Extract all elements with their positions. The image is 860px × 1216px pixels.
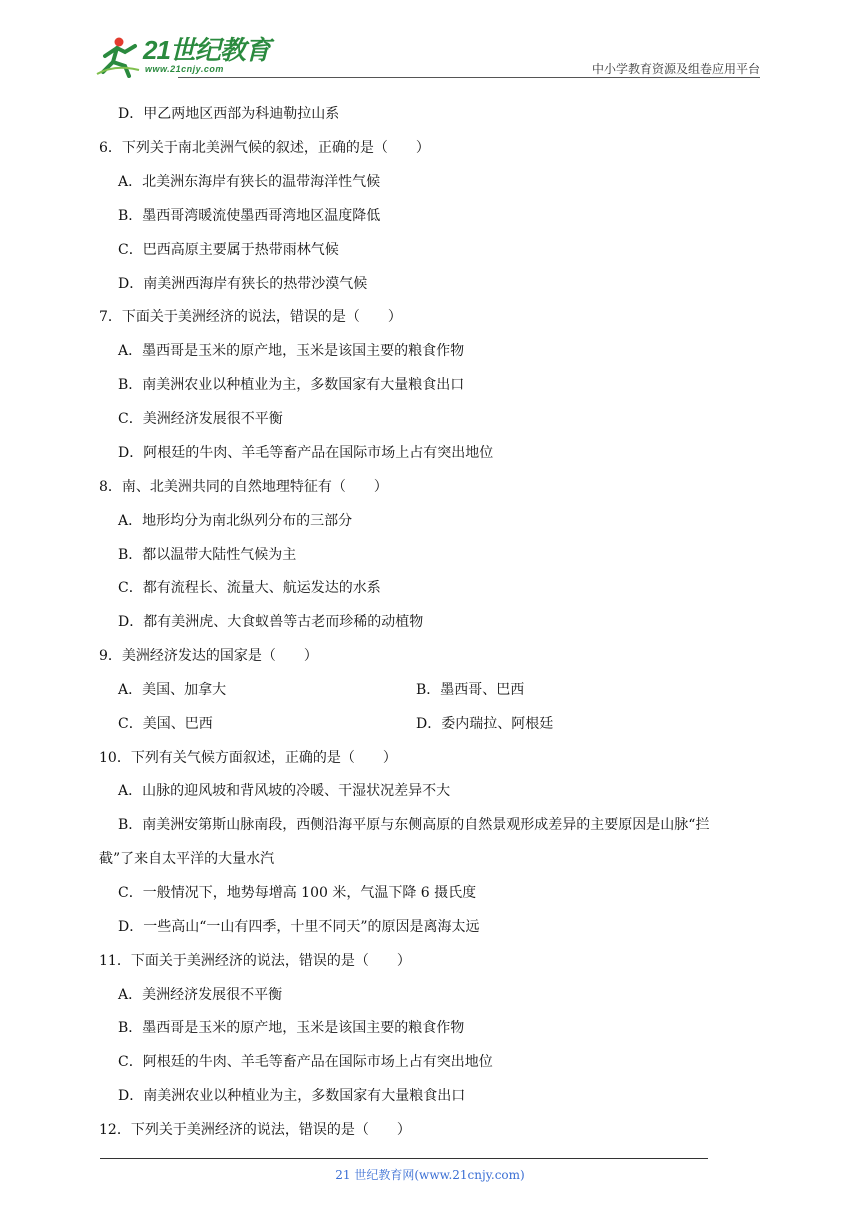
question-11-option-b: B．墨西哥是玉米的原产地，玉米是该国主要的粮食作物 [118,1020,465,1036]
question-6-option-d: D．南美洲西海岸有狭长的热带沙漠气候 [118,276,368,292]
question-11-option-a: A．美洲经济发展很不平衡 [118,987,283,1003]
question-11-stem: 11．下面关于美洲经济的说法，错误的是（ ） [99,953,411,969]
question-8-option-c: C．都有流程长、流量大、航运发达的水系 [118,580,381,596]
header-divider [178,77,760,78]
question-12-stem: 12．下列关于美洲经济的说法，错误的是（ ） [99,1122,411,1138]
question-11-option-d: D．南美洲农业以种植业为主，多数国家有大量粮食出口 [118,1088,466,1104]
question-7-option-d: D．阿根廷的牛肉、羊毛等畜产品在国际市场上占有突出地位 [118,445,494,461]
footer-link[interactable]: 21 世纪教育网(www.21cnjy.com) [335,1168,525,1182]
question-9-option-c: C．美国、巴西 [118,716,213,732]
question-8-stem: 8．南、北美洲共同的自然地理特征有（ ） [99,479,388,495]
running-figure-logo-icon [95,34,141,78]
question-9-option-a: A．美国、加拿大 [118,682,227,698]
question-7-stem: 7．下面关于美洲经济的说法，错误的是（ ） [99,309,402,325]
question-7-option-b: B．南美洲农业以种植业为主，多数国家有大量粮食出口 [118,377,465,393]
logo-url: www.21cnjy.com [145,64,224,74]
question-11-option-c: C．阿根廷的牛肉、羊毛等畜产品在国际市场上占有突出地位 [118,1054,493,1070]
question-9-option-d: D．委内瑞拉、阿根廷 [416,716,554,732]
question-8-option-b: B．都以温带大陆性气候为主 [118,547,297,563]
question-6-option-c: C．巴西高原主要属于热带雨林气候 [118,242,339,258]
question-7-option-a: A．墨西哥是玉米的原产地，玉米是该国主要的粮食作物 [118,343,465,359]
question-6-option-a: A．北美洲东海岸有狭长的温带海洋性气候 [118,174,381,190]
header-tagline: 中小学教育资源及组卷应用平台 [591,62,760,76]
question-6-option-b: B．墨西哥湾暖流使墨西哥湾地区温度降低 [118,208,381,224]
footer-divider [100,1158,708,1159]
question-10-option-d: D．一些高山“一山有四季，十里不同天”的原因是离海太远 [118,919,480,935]
question-8-option-d: D．都有美洲虎、大食蚁兽等古老而珍稀的动植物 [118,614,424,630]
question-10-option-a: A．山脉的迎风坡和背风坡的冷暖、干湿状况差异不大 [118,783,451,799]
question-9-stem: 9．美洲经济发达的国家是（ ） [99,648,318,664]
question-10-option-c: C．一般情况下，地势每增高 100 米，气温下降 6 摄氏度 [118,885,477,901]
page-header [0,0,860,80]
question-7-option-c: C．美洲经济发展很不平衡 [118,411,283,427]
option-line: D．甲乙两地区西部为科迪勒拉山系 [118,106,340,122]
question-10-option-b-continued: 截”了来自太平洋的大量水汽 [99,851,275,867]
question-9-option-b: B．墨西哥、巴西 [416,682,525,698]
question-8-option-a: A．地形均分为南北纵列分布的三部分 [118,513,353,529]
question-10-stem: 10．下列有关气候方面叙述，正确的是（ ） [99,750,397,766]
logo-text: 21世纪教育 [143,35,270,65]
site-logo[interactable] [95,34,270,78]
question-10-option-b: B．南美洲安第斯山脉南段，西侧沿海平原与东侧高原的自然景观形成差异的主要原因是山脉“拦 [118,817,710,833]
question-6-stem: 6．下列关于南北美洲气候的叙述，正确的是（ ） [99,140,430,156]
